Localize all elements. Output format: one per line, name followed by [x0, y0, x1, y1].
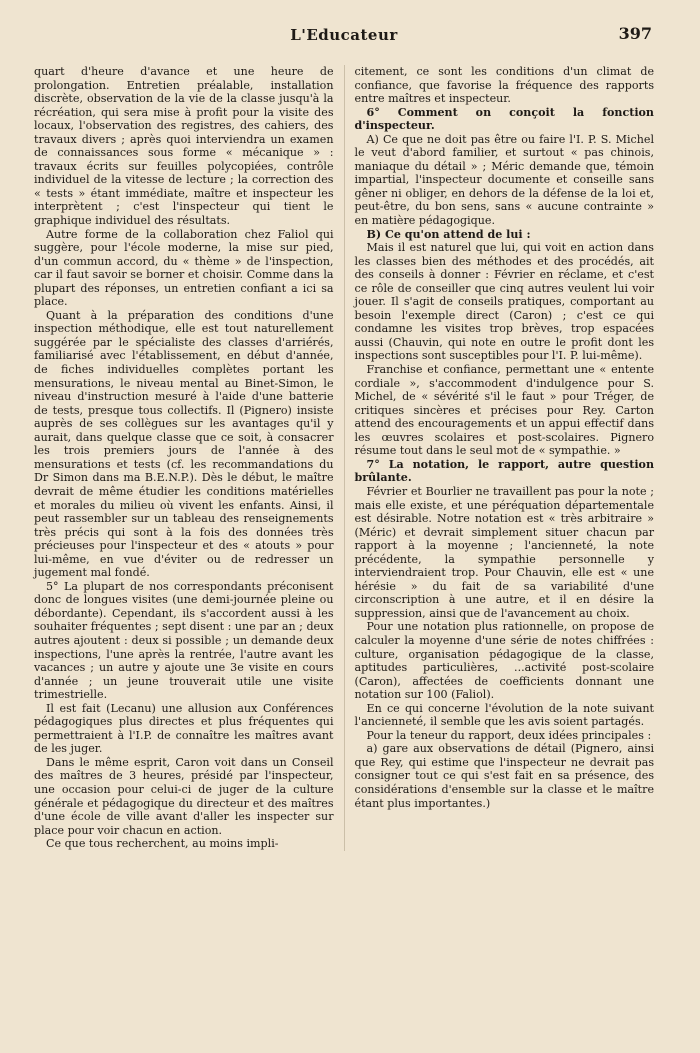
paragraph: Franchise et confiance, permettant une « entente cordiale », s'accommodent d'indulgence pour S. Michel, de « sévérité s'il le faut » pour Tréger, de critiques sincères et précises pour Rey. Carton attend des encouragements et un appui effectif dans les œuvres scolaires et post-scolaires. Pignero résume tout dans le seul mot de « sympathie. » [354, 363, 655, 458]
text-columns [34, 65, 654, 851]
page-number: 397 [618, 24, 652, 43]
paragraph: Mais il est naturel que lui, qui voit en action dans les classes bien des méthodes et des procédés, ait des conseils à donner : Février en réclame, et c'est ce rôle de conseiller que cinq autres veulent lui voir jouer. Il s'agit de conseils pratiques, comportant au besoin l'exemple direct (Caron) ; c'est ce qui condamne les visites trop brèves, trop espacées aussi (Chauvin, qui note en outre le profit dont les inspections sont susceptibles pour l'I. P. lui-même). [354, 241, 655, 363]
paragraph: 5° La plupart de nos correspondants préconisent donc de longues visites (une demi-journée pleine ou débordante). Cependant, ils s'accordent aussi à les souhaiter fréquentes ; sept disent : une par an ; deux autres ajoutent : deux si possible ; un demande deux inspections, l'une après la rentrée, l'autre avant les vacances ; un autre y ajoute une 3e visite en cours d'année ; un jeune trouverait utile une visite trimestrielle. [34, 579, 334, 702]
left-column [34, 65, 334, 851]
paragraph: Pour une notation plus rationnelle, on propose de calculer la moyenne d'une série de notes chiffrées : culture, organisation pédagogique de la classe, aptitudes particulières, ...activité post-scolaire (Caron), affectées de coefficients donnant une notation sur 100 (Faliol). [354, 620, 655, 702]
page-header [36, 22, 652, 48]
paragraph: Février et Bourlier ne travaillent pas pour la note ; mais elle existe, et une péréquation départementale est désirable. Notre notation est « très arbitraire » (Méric) et devrait simplement situer chacun par rapport à la moyenne ; l'ancienneté, la note précédente, la sympathie personnelle y interviendraient trop. Pour Chauvin, elle est « une hérésie » du fait de sa variabilité d'une circonscription à une autre, et il en désire la suppression, ainsi que de l'avancement au choix. [354, 484, 655, 620]
paragraph: En ce qui concerne l'évolution de la note suivant l'ancienneté, il semble que les avis soient partagés. [354, 701, 655, 729]
subsection-heading: B) Ce qu'on attend de lui : [366, 227, 531, 241]
section-heading: 6° Comment on conçoit la fonction d'inspecteur. [354, 105, 655, 133]
paragraph: quart d'heure d'avance et une heure de prolongation. Entretien préalable, installation discrète, observation de la vie de la classe jusqu'à la récréation, qui sera mise à profit pour la visite des locaux, l'observation des registres, des cahiers, des travaux divers ; après quoi interviendra un examen de connaissances sous forme « mécanique » : travaux écrits sur feuilles polycopiées, contrôle individuel de la vitesse de lecture ; la correction des « tests » étant immédiate, maître et inspecteur les interprètent ; c'est l'inspecteur qui tient le graphique individuel des résultats. [34, 65, 334, 228]
paragraph: Pour la teneur du rapport, deux idées principales : [366, 728, 652, 742]
paragraph: citement, ce sont les conditions d'un climat de confiance, que favorise la fréquence des rapports entre maîtres et inspecteur. [354, 65, 655, 106]
column-divider [344, 65, 345, 851]
paragraph: a) gare aux observations de détail (Pignero, ainsi que Rey, qui estime que l'inspecteur ne devrait pas consigner tout ce qui s'est fait en sa présence, des considérations d'ensemble sur la classe et le maître étant plus importantes.) [354, 742, 655, 810]
paragraph: Il est fait (Lecanu) une allusion aux Conférences pédagogiques plus directes et plus fréquentes qui permettraient à l'I.P. de connaître les maîtres avant de les juger. [34, 701, 334, 756]
paragraph: Quant à la préparation des conditions d'une inspection méthodique, elle est tout naturellement suggérée par le spécialiste des classes d'arriérés, familiarisé avec l'établissement, en début d'année, de fiches individuelles complètes portant les mensurations, le niveau mental au Binet-Simon, le niveau d'instruction mesuré à l'aide d'une batterie de tests, presque tous collectifs. Il (Pignero) insiste auprès de ses collègues sur les avantages qu'il y aurait, dans quelque classe que ce soit, à consacrer les trois premiers jours de l'année à des mensurations et tests (cf. les recommandations du Dr Simon dans ma B.E.N.P.). Dès le début, le maître devrait de même étudier les conditions matérielles et morales du milieu où vivent les enfants. Ainsi, il peut rassembler sur un tableau des renseignements très précis qui sont à la fois des données très précieuses pour l'inspecteur et des « atouts » pour lui-même, en vue d'éviter ou de redresser un jugement mal fondé. [34, 308, 334, 580]
section-heading: 7° La notation, le rapport, autre question brûlante. [354, 457, 655, 485]
paragraph: Autre forme de la collaboration chez Faliol qui suggère, pour l'école moderne, la mise sur pied, d'un commun accord, du « thème » de l'inspection, car il faut savoir se borner et choisir. Comme dans la plupart des réponses, un entretien confiant a ici sa place. [34, 227, 334, 309]
paragraph: A) Ce que ne doit pas être ou faire l'I. P. S. Michel le veut d'abord familier, et surtout « pas chinois, maniaque du détail » ; Méric demande que, témoin impartial, l'inspecteur documente et conseille sans gêner ni obliger, en dehors de la défense de la loi et, peut-être, du bon sens, sans « aucune contrainte » en matière pédagogique. [354, 132, 655, 228]
running-title: L'Educateur [290, 26, 398, 44]
paragraph: Dans le même esprit, Caron voit dans un Conseil des maîtres de 3 heures, présidé par l'inspecteur, une occasion pour celui-ci de juger de la culture générale et pédagogique du directeur et des maîtres d'une école de ville avant d'aller les inspecter sur place pour voir chacun en action. [34, 755, 334, 837]
right-column [355, 65, 655, 851]
paragraph: Ce que tous recherchent, au moins impli- [46, 837, 279, 851]
